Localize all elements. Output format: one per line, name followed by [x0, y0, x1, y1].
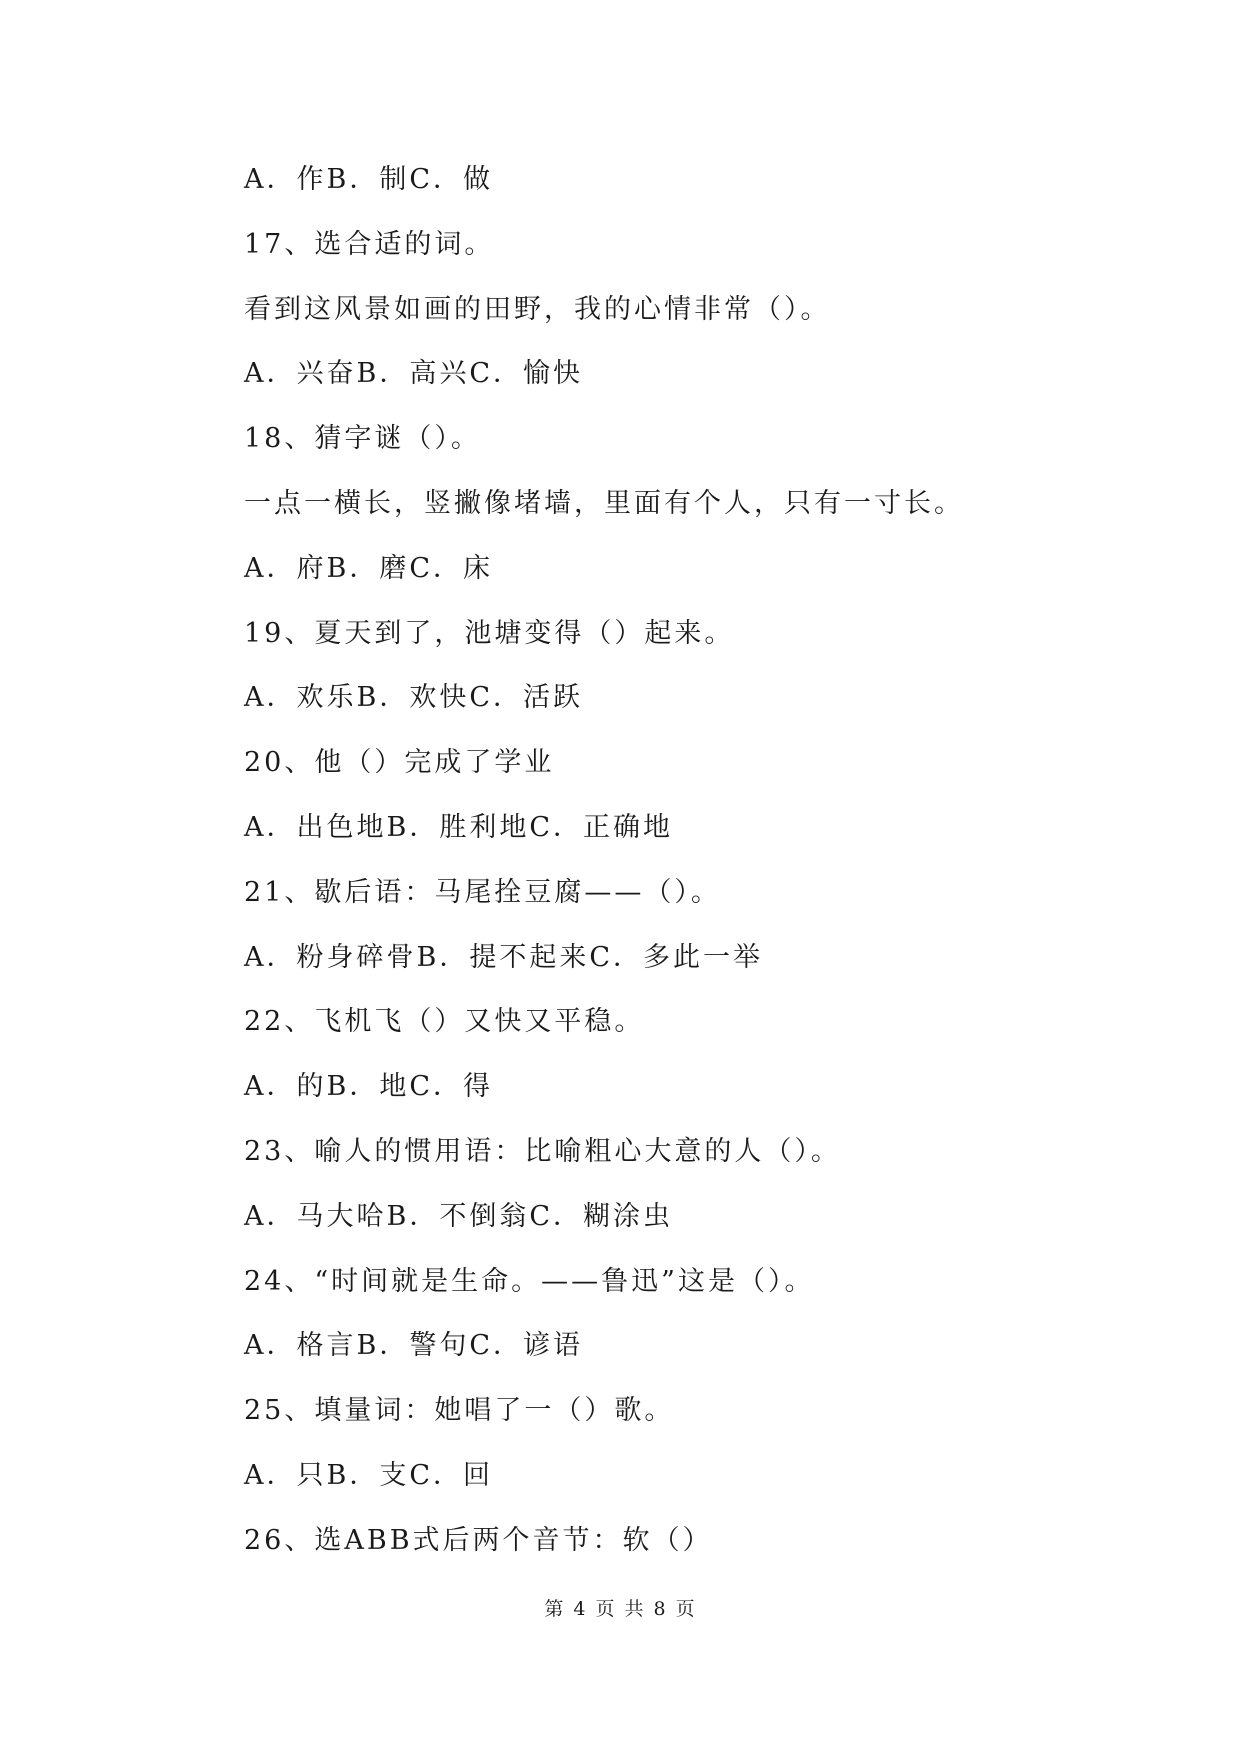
question-24: 24、“时间就是生命。——鲁迅”这是（）。: [244, 1265, 815, 1297]
question-22: 22、飞机飞（）又快又平稳。: [244, 1006, 645, 1038]
options-q20: A．出色地B．胜利地C．正确地: [244, 811, 673, 843]
page-footer: 第 4 页 共 8 页: [544, 1598, 697, 1620]
question-25: 25、填量词：她唱了一（）歌。: [244, 1395, 675, 1427]
question-17-sentence: 看到这风景如画的田野，我的心情非常（）。: [244, 293, 831, 325]
options-q24: A．格言B．警句C．谚语: [244, 1330, 583, 1362]
question-18-riddle: 一点一横长，竖撇像堵墙，里面有个人，只有一寸长。: [244, 487, 964, 519]
question-18: 18、猜字谜（）。: [244, 423, 481, 455]
question-26: 26、选ABB式后两个音节：软（）: [244, 1524, 713, 1556]
question-list: [244, 160, 1144, 1586]
options-q17: A．兴奋B．高兴C．愉快: [244, 358, 583, 390]
options-q18: A．府B．磨C．床: [244, 552, 493, 584]
options-q19: A．欢乐B．欢快C．活跃: [244, 682, 583, 714]
question-21: 21、歇后语：马尾拴豆腐——（）。: [244, 876, 721, 908]
question-20: 20、他（）完成了学业: [244, 747, 555, 779]
question-17: 17、选合适的词。: [244, 228, 495, 260]
options-q21: A．粉身碎骨B．提不起来C．多此一举: [244, 941, 763, 973]
options-q25: A．只B．支C．回: [244, 1459, 493, 1491]
options-q23: A．马大哈B．不倒翁C．糊涂虫: [244, 1200, 673, 1232]
question-19: 19、夏天到了，池塘变得（）起来。: [244, 617, 735, 649]
options-q22: A．的B．地C．得: [244, 1071, 493, 1103]
question-23: 23、喻人的惯用语：比喻粗心大意的人（）。: [244, 1135, 841, 1167]
options-q16: A．作B．制C．做: [244, 164, 493, 195]
